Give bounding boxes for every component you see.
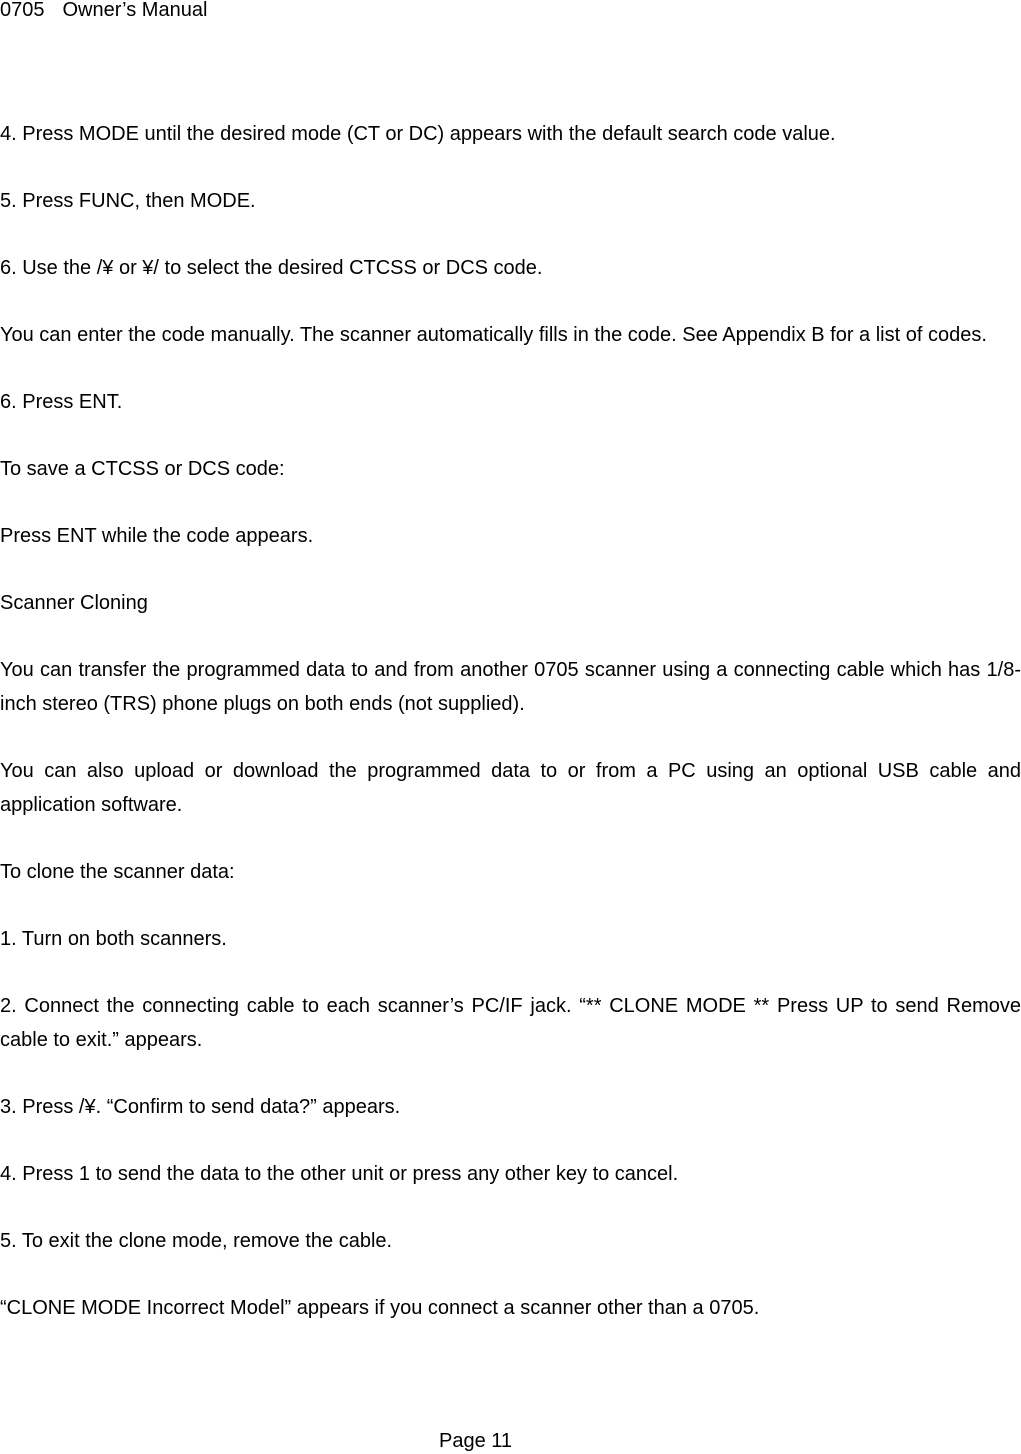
- paragraph: 4. Press MODE until the desired mode (CT or DC) appears with the default search code value.: [0, 123, 836, 145]
- paragraph: To save a CTCSS or DCS code:: [0, 458, 285, 480]
- model-number: 0705: [0, 0, 45, 21]
- paragraph: 5. Press FUNC, then MODE.: [0, 190, 256, 212]
- paragraph: 5. To exit the clone mode, remove the cable.: [0, 1230, 393, 1252]
- paragraph: To clone the scanner data:: [0, 861, 235, 883]
- paragraph: You can transfer the programmed data to and from another 0705 scanner using a connecting cable which has 1/8-inch stereo (TRS) phone plugs on both ends (not supplied).: [0, 659, 1021, 715]
- paragraph: 4. Press 1 to send the data to the other unit or press any other key to cancel.: [0, 1163, 679, 1185]
- paragraph: Press ENT while the code appears.: [0, 525, 314, 547]
- paragraph: 2. Connect the connecting cable to each scanner’s PC/IF jack. “** CLONE MODE ** Press UP to send Remove cable to exit.” appears.: [0, 995, 1021, 1051]
- paragraph: 6. Use the /¥ or ¥/ to select the desired CTCSS or DCS code.: [0, 257, 543, 279]
- paragraph: 1. Turn on both scanners.: [0, 928, 227, 950]
- paragraph: “CLONE MODE Incorrect Model” appears if you connect a scanner other than a 0705.: [0, 1297, 760, 1319]
- page-header: [0, 0, 207, 22]
- paragraph: You can also upload or download the programmed data to or from a PC using an optional USB cable and application software.: [0, 760, 1021, 816]
- paragraph: 3. Press /¥. “Confirm to send data?” appears.: [0, 1096, 401, 1118]
- paragraph: 6. Press ENT.: [0, 391, 123, 413]
- manual-title: Owner’s Manual: [62, 0, 208, 21]
- document-body: [0, 117, 1021, 1325]
- page-number: Page 11: [438, 1430, 513, 1452]
- paragraph: You can enter the code manually. The scanner automatically fills in the code. See Appendix B for a list of codes.: [0, 324, 987, 346]
- section-heading: Scanner Cloning: [0, 592, 148, 614]
